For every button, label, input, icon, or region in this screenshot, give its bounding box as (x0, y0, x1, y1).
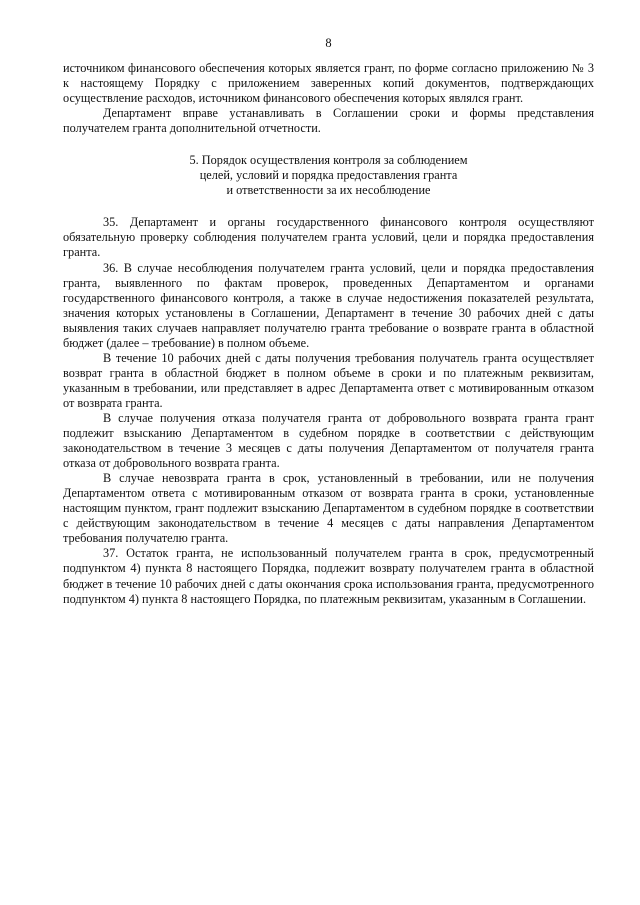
section-title-line: 5. Порядок осуществления контроля за соблюдением (189, 153, 468, 168)
paragraph: источником финансового обеспечения которых является грант, по форме согласно приложению № 3 к настоящему Порядку с приложением заверенных копий документов, подтверждающих осуществление расходов, источником финансового обеспечения которых являлся грант. (63, 61, 594, 106)
document-body (63, 61, 594, 607)
paragraph: В течение 10 рабочих дней с даты получения требования получатель гранта осуществляет возврат гранта в областной бюджет в полном объеме в сроки и по платежным реквизитам, указанным в требовании, или представляет в адрес Департамента ответ с мотивированным отказом от возврата гранта. (63, 350, 594, 410)
section-title (63, 153, 594, 198)
section-title-line: и ответственности за их несоблюдение (226, 183, 431, 198)
paragraph-37: 37. Остаток гранта, не использованный получателем гранта в срок, предусмотренный подпунктом 4) пункта 8 настоящего Порядка, подлежит возврату получателем гранта в областной бюджет в течение 10 рабочих дней с даты окончания срока использования гранта, предусмотренного подпунктом 4) пункта 8 настоящего Порядка, по платежным реквизитам, указанным в Соглашении. (63, 546, 594, 606)
section-title-line: целей, условий и порядка предоставления гранта (199, 168, 458, 183)
page-number: 8 (325, 36, 332, 50)
paragraph: В случае невозврата гранта в срок, установленный в требовании, или не получения Департаментом ответа с мотивированным отказом от возврата гранта в сроки, установленные настоящим пунктом, грант подлежит взысканию Департаментом в судебном порядке в соответствии с действующим законодательством в течение 4 месяцев с даты направления Департаментом требования получателю гранта. (63, 471, 594, 546)
paragraph: Департамент вправе устанавливать в Соглашении сроки и формы представления получателем гранта дополнительной отчетности. (63, 106, 594, 136)
paragraph-35: 35. Департамент и органы государственного финансового контроля осуществляют обязательную проверку соблюдения получателем гранта условий, цели и порядка предоставления гранта. (63, 215, 594, 260)
paragraph-36: 36. В случае несоблюдения получателем гранта условий, цели и порядка предоставления гранта, выявленного по фактам проверок, проведенных Департаментом и органами государственного финансового контроля, а также в случае недостижения показателей результата, значения которых установлены в Соглашении, Департамент в течение 30 рабочих дней с даты выявления таких случаев направляет получателю гранта требование о возврате гранта в областной бюджет (далее – требование) в полном объеме. (63, 260, 594, 350)
paragraph: В случае получения отказа получателя гранта от добровольного возврата гранта грант подлежит взысканию Департаментом в судебном порядке в соответствии с действующим законодательством в течение 3 месяцев с даты получения Департаментом от получателя гранта отказа от добровольного возврата гранта. (63, 410, 594, 471)
